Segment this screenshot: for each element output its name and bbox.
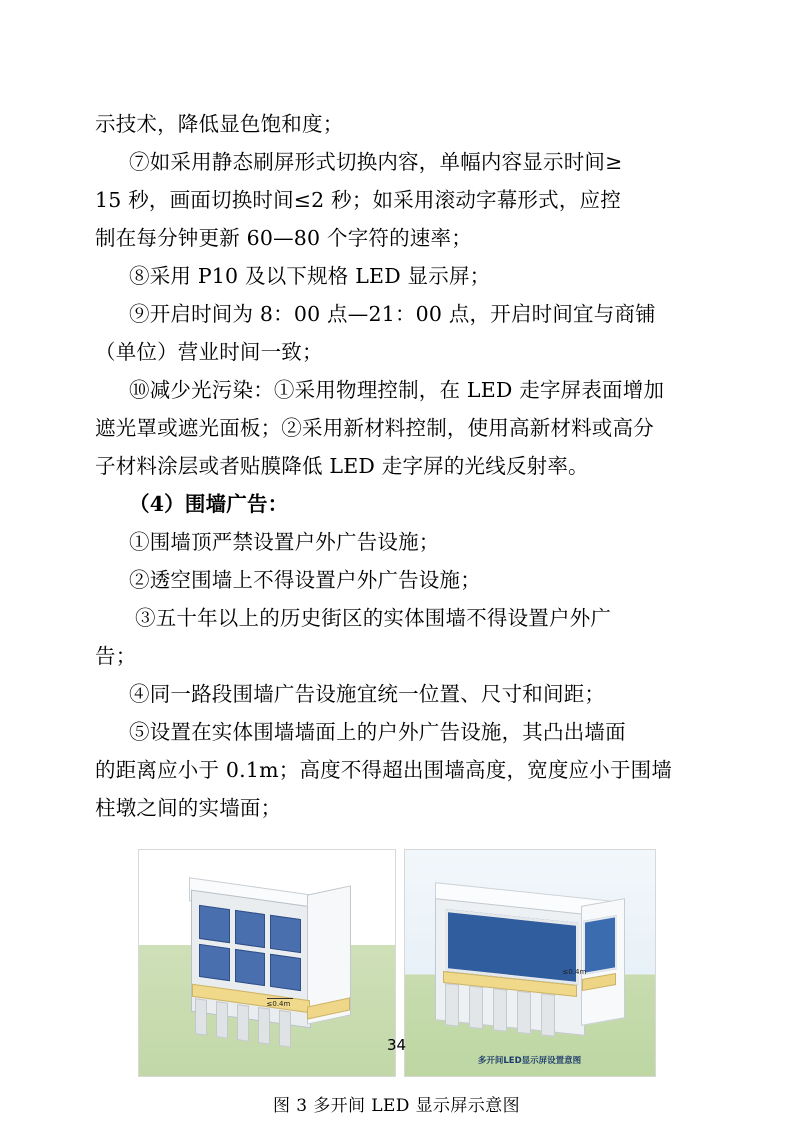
- pillar: [216, 1001, 228, 1039]
- pillar: [517, 991, 531, 1034]
- figure-block: [95, 849, 698, 1116]
- window-pane: [270, 915, 301, 953]
- pillar: [493, 988, 507, 1031]
- dimension-line: [267, 998, 293, 999]
- window-pane: [199, 943, 230, 981]
- window-pane: [234, 948, 265, 986]
- paragraph: ⑦如采用静态刷屏形式切换内容，单幅内容显示时间≥: [129, 150, 623, 174]
- paragraph: 子材料涂层或者贴膜降低 LED 走字屏的光线反射率。: [95, 454, 589, 478]
- paragraph: ②透空围墙上不得设置户外广告设施；: [129, 568, 481, 592]
- window-pane: [199, 905, 230, 943]
- window-grid: [199, 905, 301, 991]
- paragraph: ⑩减少光污染：①采用物理控制，在 LED 走字屏表面增加: [129, 378, 665, 402]
- figure-inner-caption: 多开间LED显示屏设置意图: [477, 1056, 582, 1066]
- paragraph: （单位）营业时间一致；: [95, 340, 323, 364]
- led-display-screen-side: [583, 915, 617, 975]
- paragraph: 制在每分钟更新 60—80 个字符的速率；: [95, 226, 472, 250]
- window-pane: [270, 953, 301, 991]
- dimension-label: ≤0.4m: [266, 1000, 291, 1008]
- paragraph: ③五十年以上的历史街区的实体围墙不得设置户外广: [135, 606, 612, 630]
- paragraph: 遮光罩或遮光面板；②采用新材料控制，使用高新材料或高分: [95, 416, 654, 440]
- dimension-annotation-left: [267, 998, 319, 1008]
- pillar: [195, 998, 207, 1036]
- section-heading: （4）围墙广告：: [129, 492, 289, 516]
- paragraph: ⑤设置在实体围墙墙面上的户外广告设施，其凸出墙面: [129, 720, 626, 744]
- paragraph: 柱墩之间的实墙面；: [95, 796, 282, 820]
- paragraph: 示技术，降低显色饱和度；: [95, 112, 344, 136]
- pillar: [469, 986, 483, 1029]
- dimension-annotation-right: [563, 968, 587, 976]
- pillar: [445, 983, 459, 1026]
- paragraph: 的距离应小于 0.1m；高度不得超出围墙高度，宽度应小于围墙: [95, 758, 673, 782]
- dimension-label: ≤0.4m: [562, 968, 587, 976]
- paragraph: 15 秒，画面切换时间≤2 秒；如采用滚动字幕形式，应控: [95, 188, 621, 212]
- window-pane: [234, 910, 265, 948]
- paragraph: ⑧采用 P10 及以下规格 LED 显示屏；: [129, 264, 491, 288]
- figure-caption: 图 3 多开间 LED 显示屏示意图: [273, 1096, 520, 1116]
- pillar: [541, 993, 555, 1036]
- paragraph: ⑨开启时间为 8：00 点—21：00 点，开启时间宜与商铺: [129, 302, 656, 326]
- paragraph: ①围墙顶严禁设置户外广告设施；: [129, 530, 440, 554]
- page-number: 34: [386, 1036, 407, 1054]
- paragraph: 告；: [95, 644, 137, 668]
- paragraph: ④同一路段围墙广告设施宜统一位置、尺寸和间距；: [129, 682, 606, 706]
